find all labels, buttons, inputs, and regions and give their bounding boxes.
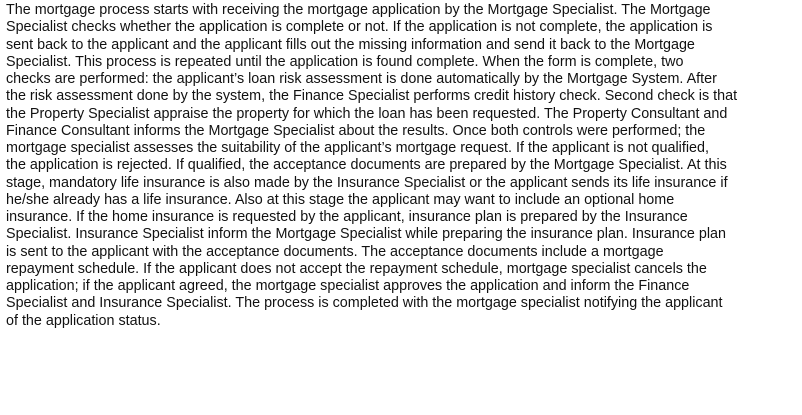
paragraph-line-19: of the application status. <box>6 312 161 329</box>
paragraph-line-6: the risk assessment done by the system, the Finance Specialist performs credit history check. Second check is that <box>6 88 738 105</box>
paragraph-line-8: Finance Consultant informs the Mortgage Specialist about the results. Once both controls were performed; the <box>6 122 706 139</box>
paragraph-line-1: The mortgage process starts with receiving the mortgage application by the Mortgage Specialist. The Mortgage <box>6 2 711 18</box>
paragraph-line-2: Specialist checks whether the application is complete or not. If the application is not complete, the application is <box>6 19 713 36</box>
paragraph-line-5: checks are performed: the applicant’s loan risk assessment is done automatically by the Mortgage System. After <box>6 71 717 87</box>
paragraph-line-9: mortgage specialist assesses the suitability of the applicant’s mortgage request. If the applicant is not qualified, <box>6 140 709 156</box>
paragraph-line-16: repayment schedule. If the applicant does not accept the repayment schedule, mortgage specialist cancels the <box>6 260 707 277</box>
paragraph-line-18: Specialist and Insurance Specialist. The process is completed with the mortgage specialist notifying the applicant <box>6 295 723 312</box>
paragraph-line-7: the Property Specialist appraise the property for which the loan has been requested. The Property Consultant and <box>6 105 728 122</box>
paragraph-line-17: application; if the applicant agreed, the mortgage specialist approves the application and inform the Finance <box>6 278 690 294</box>
paragraph-line-15: is sent to the applicant with the acceptance documents. The acceptance documents include a mortgage <box>6 243 664 260</box>
paragraph-line-14: Specialist. Insurance Specialist inform the Mortgage Specialist while preparing the insurance plan. Insurance plan <box>6 226 726 243</box>
mortgage-process-paragraph <box>6 2 798 330</box>
paragraph-line-13: insurance. If the home insurance is requested by the applicant, insurance plan is prepared by the Insurance <box>6 209 688 225</box>
paragraph-line-10: the application is rejected. If qualified, the acceptance documents are prepared by the Mortgage Specialist. At this <box>6 157 727 174</box>
paragraph-line-4: Specialist. This process is repeated until the application is found complete. When the form is complete, two <box>6 53 684 70</box>
paragraph-line-12: he/she already has a life insurance. Also at this stage the applicant may want to include an optional home <box>6 191 675 208</box>
paragraph-line-11: stage, mandatory life insurance is also made by the Insurance Specialist or the applicant sends its life insurance if <box>6 174 728 191</box>
paragraph-line-3: sent back to the applicant and the applicant fills out the missing information and send it back to the Mortgage <box>6 36 695 53</box>
